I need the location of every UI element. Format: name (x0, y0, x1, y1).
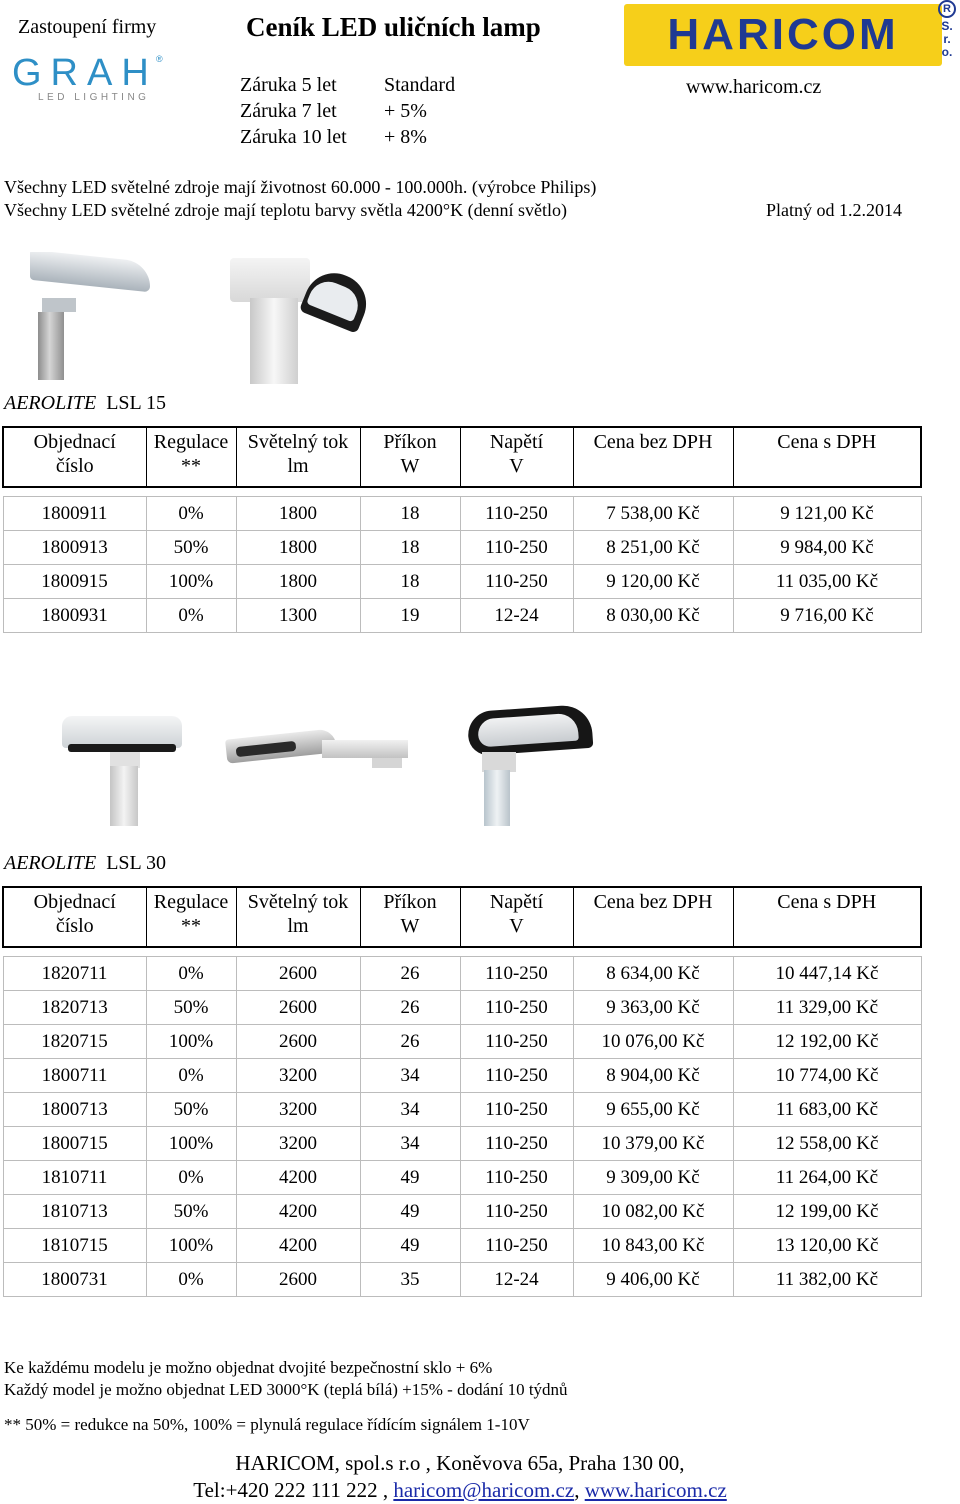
cell-voltage: 110-250 (460, 497, 573, 531)
note-safety-glass: Ke každému modelu je možno objednat dvojité bezpečnostní sklo + 6% (4, 1358, 493, 1377)
cell-voltage: 12-24 (460, 1263, 573, 1297)
table-row (3, 1127, 921, 1161)
info-color-temp: Všechny LED světelné zdroje mají teplotu barvy světla 4200°K (denní světlo) (4, 200, 568, 220)
table-row (3, 1195, 921, 1229)
table-body (3, 947, 921, 1297)
cell-power: 26 (360, 1025, 460, 1059)
col-price-vat: Cena s DPH (777, 891, 877, 913)
cell-power: 49 (360, 1229, 460, 1263)
cell-order-no: 1800731 (3, 1263, 146, 1297)
cell-voltage: 110-250 (460, 957, 573, 991)
cell-voltage: 110-250 (460, 531, 573, 565)
table-row (3, 1161, 921, 1195)
cell-voltage: 110-250 (460, 1059, 573, 1093)
cell-luminous-flux: 2600 (236, 1263, 360, 1297)
cell-price-net: 8 634,00 Kč (573, 957, 733, 991)
cell-price-vat: 9 716,00 Kč (733, 599, 921, 633)
lamp-photo-lsl15-front (222, 252, 372, 384)
cell-power: 18 (360, 565, 460, 599)
footer-email-link[interactable]: haricom@haricom.cz (393, 1478, 575, 1502)
cell-luminous-flux: 3200 (236, 1093, 360, 1127)
page-title: Ceník LED uličních lamp (246, 12, 541, 42)
warranty-row (240, 126, 427, 149)
cell-price-vat: 9 121,00 Kč (733, 497, 921, 531)
grah-logo-word: GRAH (12, 52, 158, 94)
haricom-logo-word: HARICOM (667, 10, 899, 59)
haricom-logo (624, 4, 942, 66)
lamp-photo-lsl30-side (222, 712, 412, 776)
cell-regulation: 0% (146, 1059, 236, 1093)
cell-price-net: 8 030,00 Kč (573, 599, 733, 633)
cell-luminous-flux: 2600 (236, 957, 360, 991)
cell-voltage: 110-250 (460, 1195, 573, 1229)
cell-regulation: 100% (146, 1127, 236, 1161)
cell-order-no: 1800913 (3, 531, 146, 565)
cell-luminous-flux: 1800 (236, 531, 360, 565)
cell-order-no: 1800711 (3, 1059, 146, 1093)
cell-luminous-flux: 1300 (236, 599, 360, 633)
cell-power: 19 (360, 599, 460, 633)
table-row (3, 1059, 921, 1093)
cell-luminous-flux: 2600 (236, 991, 360, 1025)
section-model: LSL 15 (106, 392, 167, 414)
haricom-logo-side (937, 0, 957, 59)
cell-price-net: 9 120,00 Kč (573, 565, 733, 599)
table-row (3, 565, 921, 599)
cell-regulation: 0% (146, 1161, 236, 1195)
cell-price-vat: 12 558,00 Kč (733, 1127, 921, 1161)
cell-power: 18 (360, 497, 460, 531)
representation-label: Zastoupení firmy (18, 16, 157, 38)
cell-price-vat: 11 264,00 Kč (733, 1161, 921, 1195)
section-model: LSL 30 (106, 852, 167, 874)
note-warm-white: Každý model je možno objednat LED 3000°K (teplá bílá) +15% - dodání 10 týdnů (4, 1380, 568, 1399)
warranty-value: + 5% (384, 100, 427, 122)
cell-order-no: 1820713 (3, 991, 146, 1025)
section-title-lsl30 (4, 852, 166, 875)
table-row (3, 531, 921, 565)
col-voltage: Napětí V (460, 887, 573, 947)
cell-price-vat: 11 683,00 Kč (733, 1093, 921, 1127)
table-row (3, 599, 921, 633)
price-table-lsl15 (2, 426, 922, 633)
cell-power: 49 (360, 1161, 460, 1195)
cell-price-net: 10 076,00 Kč (573, 1025, 733, 1059)
cell-order-no: 1810715 (3, 1229, 146, 1263)
footer-web-link[interactable]: www.haricom.cz (584, 1478, 727, 1502)
haricom-logo-sro: S. r. o. (941, 19, 953, 59)
cell-luminous-flux: 3200 (236, 1127, 360, 1161)
lamp-photo-lsl30-front (30, 680, 190, 826)
footer-address: HARICOM, spol.s r.o , Koněvova 65a, Praha 130 00, (235, 1451, 685, 1475)
cell-order-no: 1820715 (3, 1025, 146, 1059)
cell-voltage: 110-250 (460, 1161, 573, 1195)
grah-logo (12, 52, 162, 104)
cell-price-net: 9 406,00 Kč (573, 1263, 733, 1297)
cell-price-net: 10 843,00 Kč (573, 1229, 733, 1263)
cell-voltage: 12-24 (460, 599, 573, 633)
col-price-net: Cena bez DPH (573, 427, 733, 487)
cell-price-net: 9 309,00 Kč (573, 1161, 733, 1195)
cell-power: 49 (360, 1195, 460, 1229)
table-body (3, 487, 921, 633)
cell-order-no: 1810713 (3, 1195, 146, 1229)
cell-price-net: 9 655,00 Kč (573, 1093, 733, 1127)
cell-luminous-flux: 4200 (236, 1195, 360, 1229)
cell-regulation: 0% (146, 497, 236, 531)
col-luminous-flux: Světelný tok lm (236, 427, 360, 487)
col-power: Příkon W (360, 427, 460, 487)
col-order-no: Objednací číslo (3, 427, 146, 487)
section-title-lsl15 (4, 392, 166, 415)
cell-price-net: 9 363,00 Kč (573, 991, 733, 1025)
cell-voltage: 110-250 (460, 991, 573, 1025)
cell-voltage: 110-250 (460, 1093, 573, 1127)
cell-price-vat: 10 447,14 Kč (733, 957, 921, 991)
cell-luminous-flux: 1800 (236, 497, 360, 531)
warranty-value: + 8% (384, 126, 427, 148)
cell-regulation: 0% (146, 599, 236, 633)
cell-voltage: 110-250 (460, 1229, 573, 1263)
cell-luminous-flux: 4200 (236, 1161, 360, 1195)
cell-regulation: 50% (146, 991, 236, 1025)
lamp-photo-lsl30-angle (462, 700, 598, 826)
cell-order-no: 1800715 (3, 1127, 146, 1161)
cell-luminous-flux: 4200 (236, 1229, 360, 1263)
warranty-label: Záruka 7 let (240, 100, 337, 122)
warranty-row (240, 74, 455, 97)
cell-power: 35 (360, 1263, 460, 1297)
cell-order-no: 1800713 (3, 1093, 146, 1127)
cell-price-net: 10 082,00 Kč (573, 1195, 733, 1229)
cell-luminous-flux: 1800 (236, 565, 360, 599)
spacer-row (3, 487, 921, 497)
cell-price-vat: 11 382,00 Kč (733, 1263, 921, 1297)
warranty-value: Standard (384, 74, 456, 96)
section-name: AEROLITE (4, 392, 97, 414)
footer-contacts (0, 1478, 920, 1503)
spacer-cell (3, 947, 921, 957)
cell-regulation: 50% (146, 531, 236, 565)
cell-regulation: 50% (146, 1195, 236, 1229)
cell-price-vat: 11 035,00 Kč (733, 565, 921, 599)
price-table-lsl30 (2, 886, 922, 1297)
col-order-no: Objednací číslo (3, 887, 146, 947)
cell-order-no: 1810711 (3, 1161, 146, 1195)
cell-power: 34 (360, 1127, 460, 1161)
info-lifetime: Všechny LED světelné zdroje mají životnost 60.000 - 100.000h. (výrobce Philips) (4, 177, 597, 197)
col-price-net: Cena bez DPH (573, 887, 733, 947)
cell-order-no: 1800915 (3, 565, 146, 599)
cell-price-vat: 9 984,00 Kč (733, 531, 921, 565)
warranty-label: Záruka 10 let (240, 126, 347, 148)
grah-logo-registered: ® (156, 54, 163, 64)
cell-price-net: 8 251,00 Kč (573, 531, 733, 565)
table-row (3, 1093, 921, 1127)
cell-price-vat: 12 192,00 Kč (733, 1025, 921, 1059)
cell-price-vat: 13 120,00 Kč (733, 1229, 921, 1263)
table-header-row (3, 427, 921, 487)
valid-from: Platný od 1.2.2014 (766, 200, 903, 220)
cell-price-net: 7 538,00 Kč (573, 497, 733, 531)
cell-order-no: 1800931 (3, 599, 146, 633)
note-regulation: ** 50% = redukce na 50%, 100% = plynulá regulace řídícím signálem 1-10V (4, 1415, 530, 1434)
col-power: Příkon W (360, 887, 460, 947)
cell-order-no: 1800911 (3, 497, 146, 531)
cell-power: 26 (360, 957, 460, 991)
cell-voltage: 110-250 (460, 1025, 573, 1059)
cell-price-vat: 10 774,00 Kč (733, 1059, 921, 1093)
table-header-row (3, 887, 921, 947)
haricom-registered-icon: R (938, 0, 956, 18)
cell-power: 26 (360, 991, 460, 1025)
col-regulation: Regulace ** (146, 427, 236, 487)
col-regulation: Regulace ** (146, 887, 236, 947)
section-name: AEROLITE (4, 852, 97, 874)
col-price-vat: Cena s DPH (777, 431, 877, 453)
table-row (3, 1025, 921, 1059)
cell-price-vat: 12 199,00 Kč (733, 1195, 921, 1229)
cell-luminous-flux: 2600 (236, 1025, 360, 1059)
cell-voltage: 110-250 (460, 565, 573, 599)
spacer-cell (3, 487, 921, 497)
cell-price-net: 10 379,00 Kč (573, 1127, 733, 1161)
table-row (3, 497, 921, 531)
cell-luminous-flux: 3200 (236, 1059, 360, 1093)
lamp-photo-lsl15-side (28, 252, 153, 380)
footer-separator: , (574, 1478, 580, 1502)
cell-price-net: 8 904,00 Kč (573, 1059, 733, 1093)
cell-regulation: 100% (146, 565, 236, 599)
table-row (3, 1263, 921, 1297)
website-link[interactable]: www.haricom.cz (686, 76, 822, 98)
grah-logo-sub: LED LIGHTING (38, 92, 150, 103)
table-row (3, 1229, 921, 1263)
footer-tel: Tel:+420 222 111 222 , (193, 1478, 389, 1502)
table-row (3, 957, 921, 991)
spacer-row (3, 947, 921, 957)
cell-regulation: 100% (146, 1025, 236, 1059)
cell-power: 34 (360, 1093, 460, 1127)
cell-price-vat: 11 329,00 Kč (733, 991, 921, 1025)
table-row (3, 991, 921, 1025)
cell-regulation: 0% (146, 957, 236, 991)
cell-regulation: 0% (146, 1263, 236, 1297)
col-luminous-flux: Světelný tok lm (236, 887, 360, 947)
cell-regulation: 50% (146, 1093, 236, 1127)
cell-order-no: 1820711 (3, 957, 146, 991)
cell-voltage: 110-250 (460, 1127, 573, 1161)
cell-regulation: 100% (146, 1229, 236, 1263)
cell-power: 34 (360, 1059, 460, 1093)
warranty-row (240, 100, 427, 123)
col-voltage: Napětí V (460, 427, 573, 487)
warranty-label: Záruka 5 let (240, 74, 337, 96)
cell-power: 18 (360, 531, 460, 565)
